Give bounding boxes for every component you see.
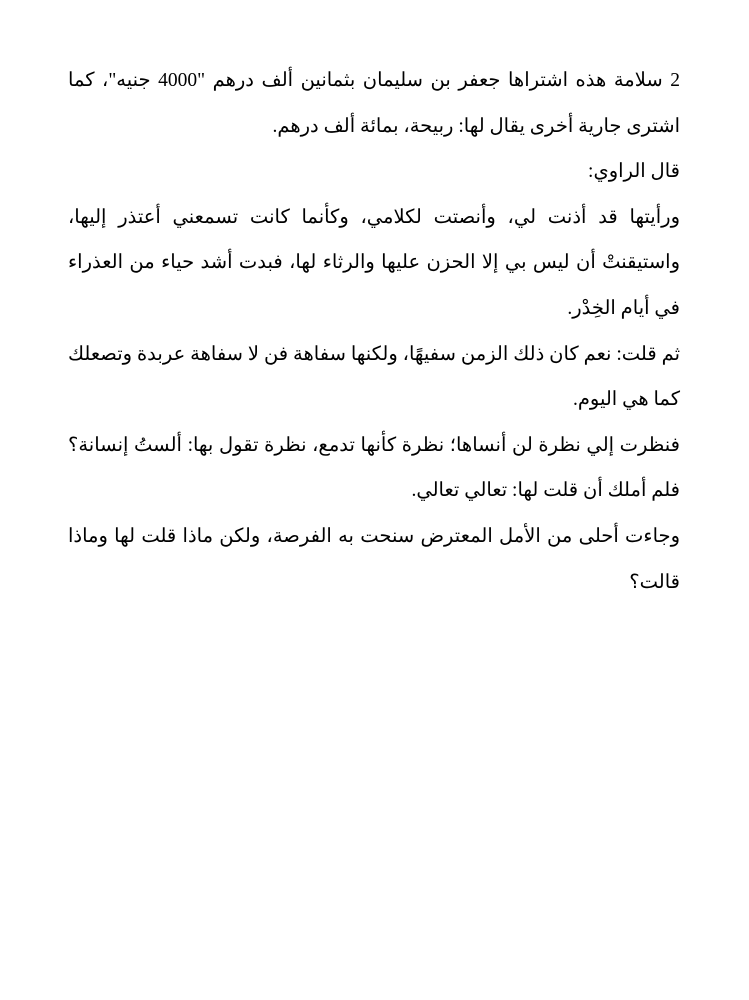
paragraph-body: فنظرت إلي نظرة لن أنساها؛ نظرة كأنها تدمع، نظرة تقول بها: ألستُ إنسانة؟ فلم أملك أن قلت لها: تعالي تعالي. bbox=[68, 434, 680, 502]
paragraph-footnote: 2 سلامة هذه اشتراها جعفر بن سليمان بثمانين ألف درهم "4000 جنيه"، كما اشترى جارية أخرى يقال لها: ربيحة، بمائة ألف درهم. bbox=[68, 70, 680, 137]
paragraph-body: وجاءت أحلى من الأمل المعترض سنحت به الفرصة، ولكن ماذا قلت لها وماذا قالت؟ bbox=[68, 525, 680, 593]
paragraph-body: ورأيتها قد أذنت لي، وأنصتت لكلامي، وكأنما كانت تسمعني أعتذر إليها، واستيقنتْ أن ليس بي إلا الحزن عليها والرثاء لها، فبدت أشد حياء من العذراء في أيام الخِدْر. bbox=[68, 206, 680, 319]
body-text bbox=[68, 58, 680, 605]
paragraph-narrator: قال الراوي: bbox=[588, 161, 680, 183]
paragraph-body: ثم قلت: نعم كان ذلك الزمن سفيهًا، ولكنها سفاهة فن لا سفاهة عربدة وتصعلك كما هي اليوم. bbox=[68, 343, 680, 411]
